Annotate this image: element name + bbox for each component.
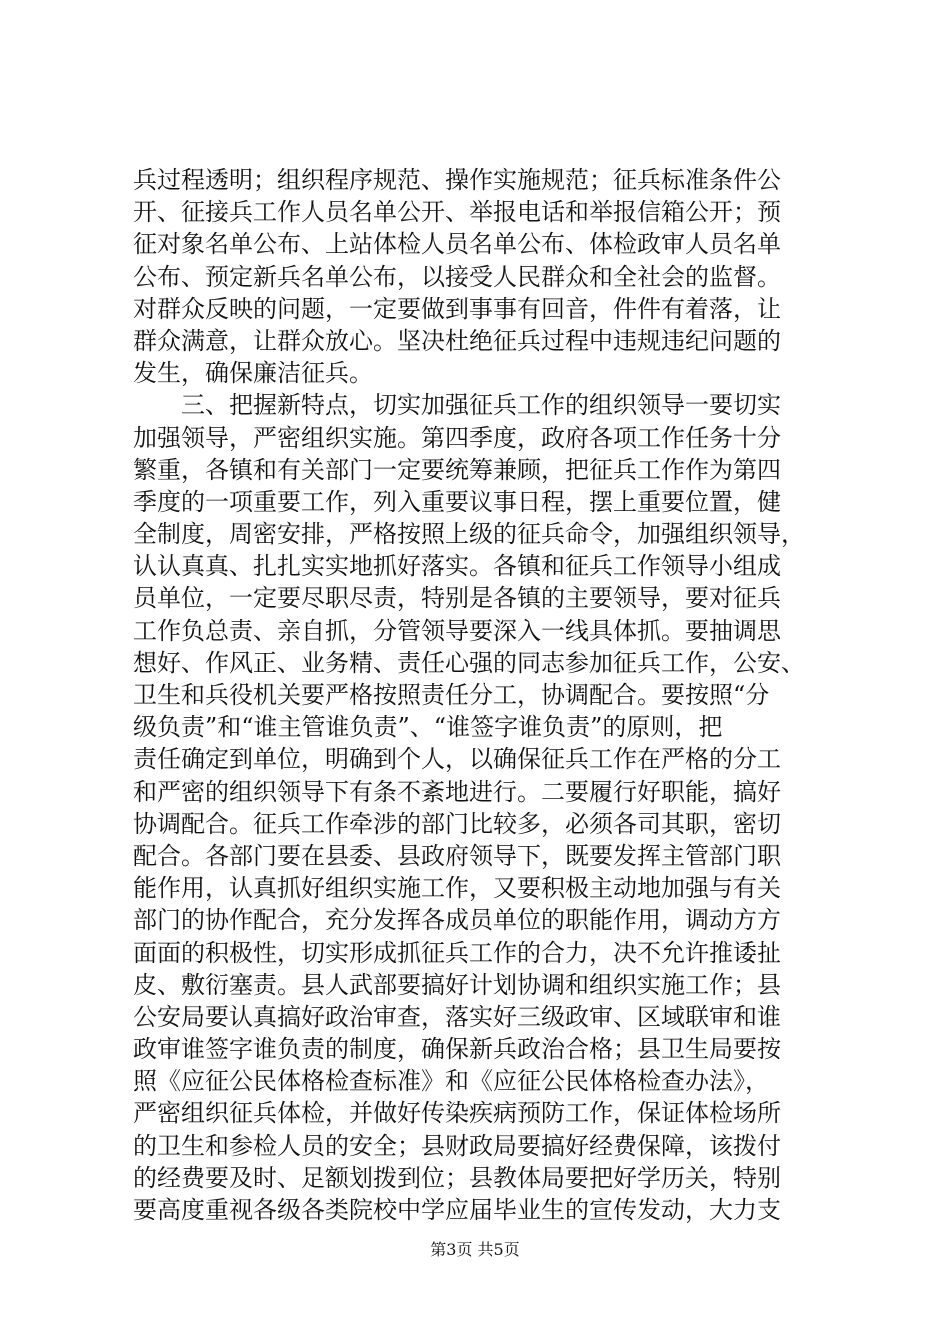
text-line: 卫生和兵役机关要严格按照责任分工，协调配合。要按照“分 xyxy=(133,681,770,709)
text-line: 协调配合。征兵工作牵涉的部门比较多，必须各司其职，密切 xyxy=(133,809,781,838)
section-heading-line: 三、把握新特点，切实加强征兵工作的组织领导一要切实 xyxy=(181,391,781,420)
text-line: 能作用，认真抓好组织实施工作，又要积极主动地加强与有关 xyxy=(133,874,781,903)
text-line: 部门的协作配合，充分发挥各成员单位的职能作用，调动方方 xyxy=(133,906,781,935)
text-line: 发生，确保廉洁征兵。 xyxy=(133,359,373,388)
text-line: 繁重，各镇和有关部门一定要统筹兼顾，把征兵工作作为第四 xyxy=(133,455,781,484)
text-line: 季度的一项重要工作，列入重要议事日程，摆上重要位置，健 xyxy=(133,487,781,516)
text-line: 面面的积极性，切实形成抓征兵工作的合力，决不允许推诿扯 xyxy=(133,938,781,967)
page-number-label: 第3页 共5页 xyxy=(430,1240,520,1259)
page-footer xyxy=(0,1240,950,1260)
text-line: 的经费要及时、足额划拨到位；县教体局要把好学历关，特别 xyxy=(133,1163,781,1192)
text-line: 开、征接兵工作人员名单公开、举报电话和举报信箱公开；预 xyxy=(133,198,781,227)
text-line: 群众满意，让群众放心。坚决杜绝征兵过程中违规违纪问题的 xyxy=(133,326,781,355)
document-body xyxy=(133,164,833,1226)
text-line: 的卫生和参检人员的安全；县财政局要搞好经费保障，该拨付 xyxy=(133,1131,781,1160)
text-line: 想好、作风正、业务精、责任心强的同志参加征兵工作，公安、 xyxy=(133,648,805,677)
text-line: 公安局要认真搞好政治审查，落实好三级政审、区域联审和谁 xyxy=(133,1002,781,1031)
text-line: 工作负总责、亲自抓，分管领导要深入一线具体抓。要抽调思 xyxy=(133,616,781,645)
text-line: 照《应征公民体格检查标准》和《应征公民体格检查办法》， xyxy=(133,1067,769,1096)
text-line: 配合。各部门要在县委、县政府领导下，既要发挥主管部门职 xyxy=(133,841,781,870)
text-line: 对群众反映的问题，一定要做到事事有回音，件件有着落，让 xyxy=(133,294,781,323)
text-line: 全制度，周密安排，严格按照上级的征兵命令，加强组织领导， xyxy=(133,520,805,549)
text-line: 皮、敷衍塞责。县人武部要搞好计划协调和组织实施工作；县 xyxy=(133,970,781,999)
text-line: 和严密的组织领导下有条不紊地进行。二要履行好职能，搞好 xyxy=(133,777,781,806)
text-line: 责任确定到单位，明确到个人，以确保征兵工作在严格的分工 xyxy=(133,745,781,774)
text-line: 兵过程透明；组织程序规范、操作实施规范；征兵标准条件公 xyxy=(133,166,781,194)
text-line: 公布、预定新兵名单公布，以接受人民群众和全社会的监督。 xyxy=(133,262,781,291)
text-line: 征对象名单公布、上站体检人员名单公布、体检政审人员名单 xyxy=(133,230,781,259)
text-line: 严密组织征兵体检，并做好传染疾病预防工作，保证体检场所 xyxy=(133,1099,781,1128)
text-line: 加强领导，严密组织实施。第四季度，政府各项工作任务十分 xyxy=(133,423,781,452)
text-line: 级负责”和“谁主管谁负责”、“谁签字谁负责”的原则，把 xyxy=(133,713,723,742)
text-line: 认认真真、扎扎实实地抓好落实。各镇和征兵工作领导小组成 xyxy=(133,552,781,581)
text-line: 员单位，一定要尽职尽责，特别是各镇的主要领导，要对征兵 xyxy=(133,584,781,613)
text-line: 要高度重视各级各类院校中学应届毕业生的宣传发动，大力支 xyxy=(133,1196,781,1224)
text-line: 政审谁签字谁负责的制度，确保新兵政治合格；县卫生局要按 xyxy=(133,1035,781,1064)
